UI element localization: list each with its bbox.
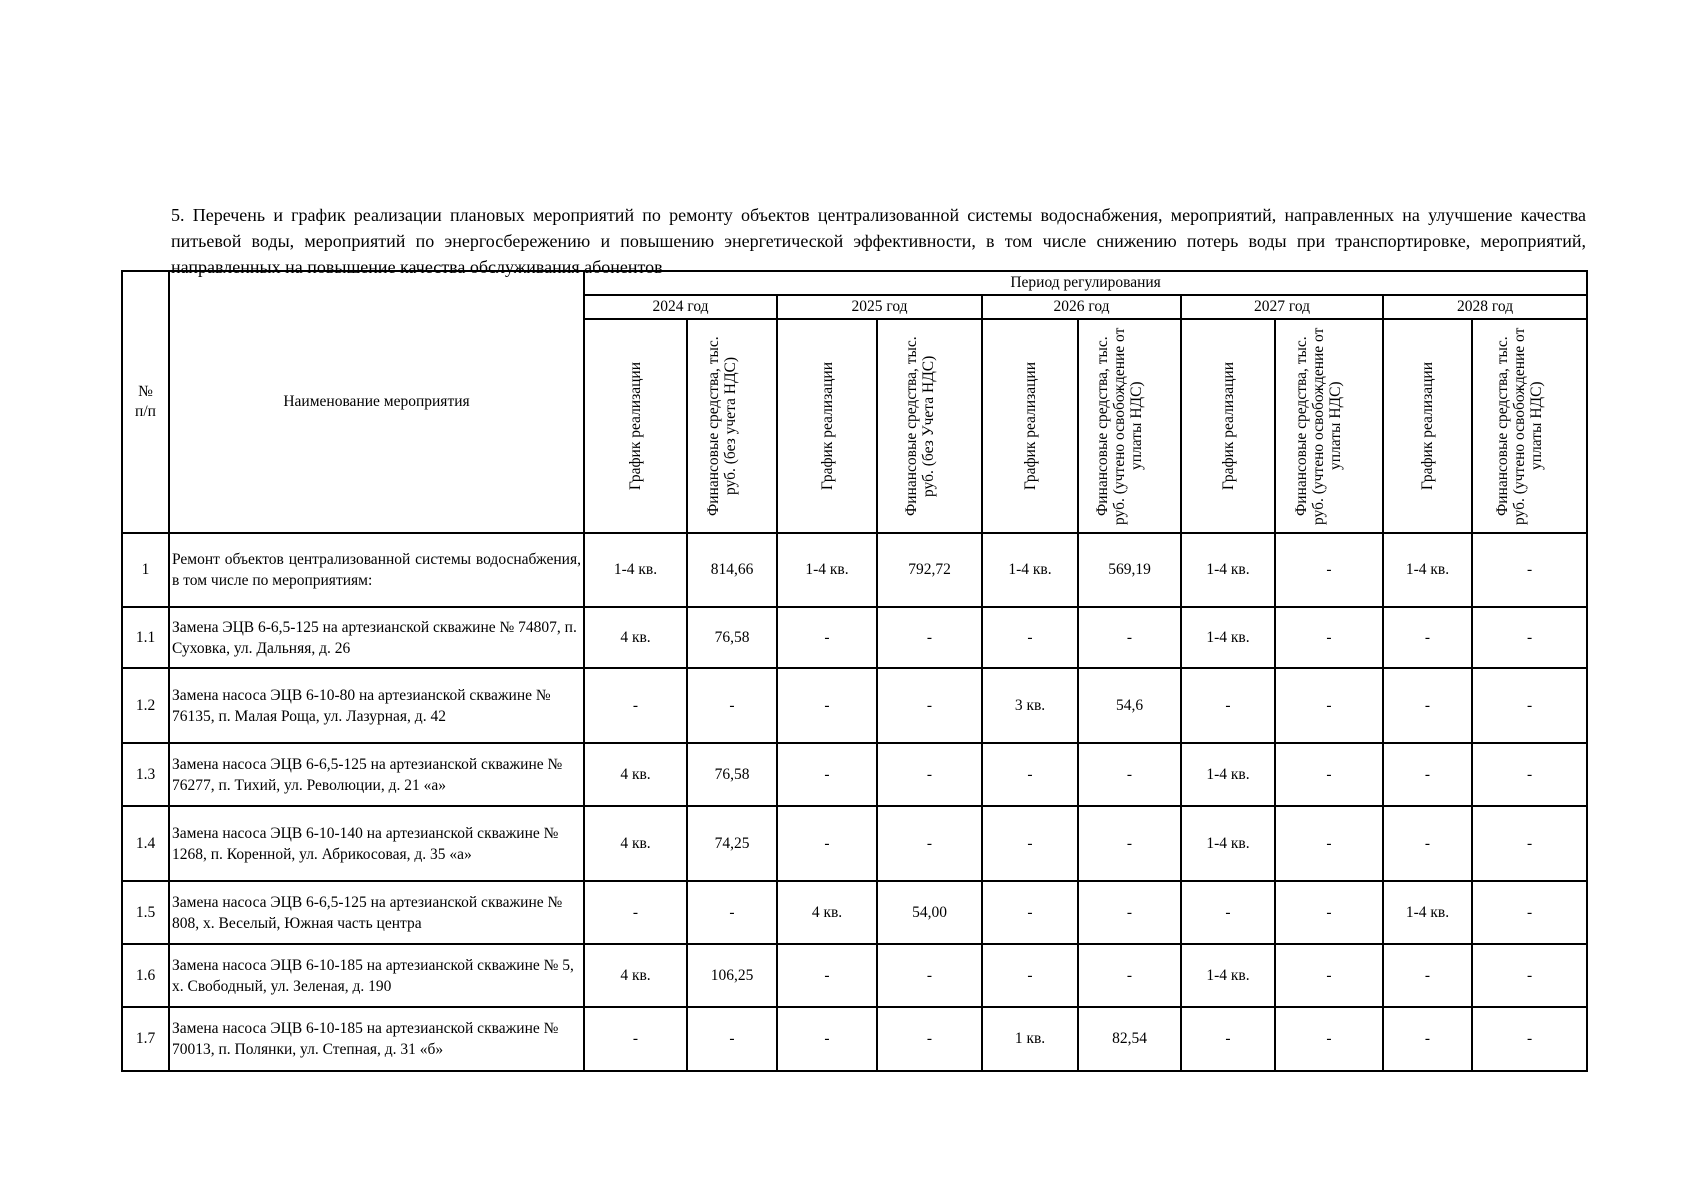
col-header-name: Наименование мероприятия [169, 271, 584, 533]
cell-schedule: - [1383, 607, 1472, 668]
table-row [122, 533, 1587, 607]
cell-finance: - [1078, 881, 1181, 944]
section-heading: 5. Перечень и график реализации плановых мероприятий по ремонту объектов централизованной системы водоснабжения, мероприятий, направленных на улучшение качества питьевой воды, мероприятий по энергосбережению и повышению энергетической эффективности, в том числе снижению потерь воды при транспортировке, мероприятий, направленных на повышение качества обслуживания абонентов [171, 205, 1586, 277]
measures-table [121, 270, 1588, 1072]
cell-schedule: - [1181, 1007, 1275, 1071]
table-row [122, 806, 1587, 881]
cell-schedule: - [1181, 881, 1275, 944]
cell-finance: - [687, 881, 777, 944]
subheader-text: Финансовые средства, тыс. руб. (без учета НДС) [705, 336, 739, 516]
row-measure-name: Замена насоса ЭЦВ 6-10-185 на артезианской скважине № 70013, п. Полянки, ул. Степная, д. 31 «б» [169, 1007, 584, 1071]
period-header: Период регулирования [584, 271, 1587, 295]
row-number: 1.1 [122, 607, 169, 668]
subheader-finance-2027 [1275, 319, 1383, 533]
table-row [122, 668, 1587, 743]
cell-schedule: 4 кв. [584, 806, 687, 881]
cell-schedule: 1-4 кв. [1181, 533, 1275, 607]
subheader-schedule-2025 [777, 319, 877, 533]
row-number: 1.2 [122, 668, 169, 743]
table-row [122, 1007, 1587, 1071]
subheader-text: Финансовые средства, тыс. руб. (учтено освобождение от уплаты НДС) [1293, 327, 1344, 525]
year-header-2024: 2024 год [584, 295, 777, 319]
row-measure-name: Замена насоса ЭЦВ 6-6,5-125 на артезианской скважине № 808, х. Веселый, Южная часть центра [169, 881, 584, 944]
subheader-text: Финансовые средства, тыс. руб. (учтено освобождение от уплаты НДС) [1493, 327, 1545, 525]
cell-schedule: - [777, 806, 877, 881]
cell-finance: - [1078, 806, 1181, 881]
cell-schedule: - [1383, 668, 1472, 743]
row-measure-name: Замена насоса ЭЦВ 6-10-140 на артезианской скважине № 1268, п. Коренной, ул. Абрикосовая, д. 35 «а» [169, 806, 584, 881]
subheader-text: График реализации [627, 361, 644, 491]
cell-schedule: - [584, 668, 687, 743]
cell-finance: - [1275, 944, 1383, 1007]
cell-finance: - [687, 1007, 777, 1071]
cell-finance: - [1472, 944, 1587, 1007]
row-number: 1.3 [122, 743, 169, 806]
cell-schedule: 4 кв. [584, 944, 687, 1007]
cell-finance: 76,58 [687, 743, 777, 806]
cell-schedule: - [584, 881, 687, 944]
row-measure-name: Замена ЭЦВ 6-6,5-125 на артезианской скважине № 74807, п. Суховка, ул. Дальняя, д. 26 [169, 607, 584, 668]
cell-schedule: 1-4 кв. [584, 533, 687, 607]
subheader-finance-2028 [1472, 319, 1587, 533]
cell-schedule: 1-4 кв. [1181, 607, 1275, 668]
row-measure-name: Ремонт объектов централизованной системы водоснабжения, в том числе по мероприятиям: [169, 533, 584, 607]
cell-finance: 814,66 [687, 533, 777, 607]
cell-schedule: - [982, 743, 1078, 806]
row-number: 1.4 [122, 806, 169, 881]
cell-schedule: 1-4 кв. [1181, 944, 1275, 1007]
subheader-schedule-2026 [982, 319, 1078, 533]
subheader-text: График реализации [1419, 361, 1436, 491]
cell-schedule: - [777, 1007, 877, 1071]
subheader-schedule-2027 [1181, 319, 1275, 533]
cell-schedule: 4 кв. [584, 743, 687, 806]
subheader-schedule-2028 [1383, 319, 1472, 533]
row-number: 1.6 [122, 944, 169, 1007]
row-number: 1.7 [122, 1007, 169, 1071]
year-header-2025: 2025 год [777, 295, 982, 319]
subheader-schedule-2024 [584, 319, 687, 533]
table-row [122, 607, 1587, 668]
col-header-number [122, 271, 169, 533]
cell-finance: 106,25 [687, 944, 777, 1007]
cell-schedule: 3 кв. [982, 668, 1078, 743]
row-number: 1.5 [122, 881, 169, 944]
subheader-finance-2024 [687, 319, 777, 533]
cell-schedule: 4 кв. [584, 607, 687, 668]
year-header-2026: 2026 год [982, 295, 1181, 319]
cell-finance: 54,00 [877, 881, 982, 944]
cell-schedule: 1-4 кв. [1383, 881, 1472, 944]
cell-finance: - [1275, 668, 1383, 743]
cell-finance: - [1472, 668, 1587, 743]
cell-finance: - [1472, 607, 1587, 668]
cell-schedule: - [982, 607, 1078, 668]
cell-schedule: - [1383, 1007, 1472, 1071]
subheader-text: График реализации [1219, 361, 1237, 491]
cell-schedule: - [1383, 944, 1472, 1007]
year-header-2028: 2028 год [1383, 295, 1587, 319]
cell-finance: - [877, 806, 982, 881]
cell-schedule: - [777, 668, 877, 743]
cell-schedule: - [777, 607, 877, 668]
cell-finance: - [1472, 1007, 1587, 1071]
cell-finance: - [1472, 806, 1587, 881]
cell-finance: - [1275, 743, 1383, 806]
cell-finance: - [877, 668, 982, 743]
cell-schedule: - [1383, 743, 1472, 806]
cell-schedule: - [1383, 806, 1472, 881]
cell-schedule: - [777, 743, 877, 806]
cell-schedule: 4 кв. [777, 881, 877, 944]
cell-schedule: - [1181, 668, 1275, 743]
cell-finance: - [1275, 533, 1383, 607]
row-measure-name: Замена насоса ЭЦВ 6-10-185 на артезианской скважине № 5, х. Свободный, ул. Зеленая, д. 190 [169, 944, 584, 1007]
cell-schedule: - [982, 944, 1078, 1007]
table-row [122, 944, 1587, 1007]
cell-finance: - [1275, 607, 1383, 668]
subheader-text: Финансовые средства, тыс. руб. (учтено освобождение от уплаты НДС) [1093, 327, 1145, 525]
cell-finance: - [1078, 944, 1181, 1007]
cell-schedule: - [982, 806, 1078, 881]
cell-finance: - [1275, 806, 1383, 881]
cell-finance: - [1275, 881, 1383, 944]
cell-finance: - [1078, 743, 1181, 806]
cell-finance: - [877, 743, 982, 806]
cell-finance: - [1472, 743, 1587, 806]
cell-finance: - [877, 1007, 982, 1071]
col-header-number-text: № п/п [135, 383, 156, 420]
subheader-finance-2025 [877, 319, 982, 533]
subheader-finance-2026 [1078, 319, 1181, 533]
cell-schedule: 1 кв. [982, 1007, 1078, 1071]
cell-schedule: 1-4 кв. [1383, 533, 1472, 607]
subheader-text: Финансовые средства, тыс. руб. (без Учета НДС) [902, 336, 937, 516]
cell-schedule: - [982, 881, 1078, 944]
cell-finance: - [1078, 607, 1181, 668]
cell-finance: 76,58 [687, 607, 777, 668]
subheader-text: График реализации [818, 361, 836, 491]
cell-finance: - [687, 668, 777, 743]
cell-schedule: 1-4 кв. [1181, 806, 1275, 881]
cell-schedule: 1-4 кв. [777, 533, 877, 607]
cell-finance: 569,19 [1078, 533, 1181, 607]
table-body [122, 533, 1587, 1071]
cell-finance: 74,25 [687, 806, 777, 881]
cell-finance: 792,72 [877, 533, 982, 607]
row-number: 1 [122, 533, 169, 607]
table-row [122, 743, 1587, 806]
cell-schedule: - [777, 944, 877, 1007]
cell-finance: 82,54 [1078, 1007, 1181, 1071]
cell-finance: 54,6 [1078, 668, 1181, 743]
cell-finance: - [1472, 533, 1587, 607]
cell-schedule: 1-4 кв. [1181, 743, 1275, 806]
row-measure-name: Замена насоса ЭЦВ 6-10-80 на артезианской скважине № 76135, п. Малая Роща, ул. Лазурная, д. 42 [169, 668, 584, 743]
table-row [122, 881, 1587, 944]
year-header-2027: 2027 год [1181, 295, 1383, 319]
cell-finance: - [877, 944, 982, 1007]
subheader-text: График реализации [1021, 361, 1039, 491]
cell-finance: - [1472, 881, 1587, 944]
cell-schedule: - [584, 1007, 687, 1071]
row-measure-name: Замена насоса ЭЦВ 6-6,5-125 на артезианской скважине № 76277, п. Тихий, ул. Революции, д. 21 «а» [169, 743, 584, 806]
cell-finance: - [877, 607, 982, 668]
cell-schedule: 1-4 кв. [982, 533, 1078, 607]
cell-finance: - [1275, 1007, 1383, 1071]
